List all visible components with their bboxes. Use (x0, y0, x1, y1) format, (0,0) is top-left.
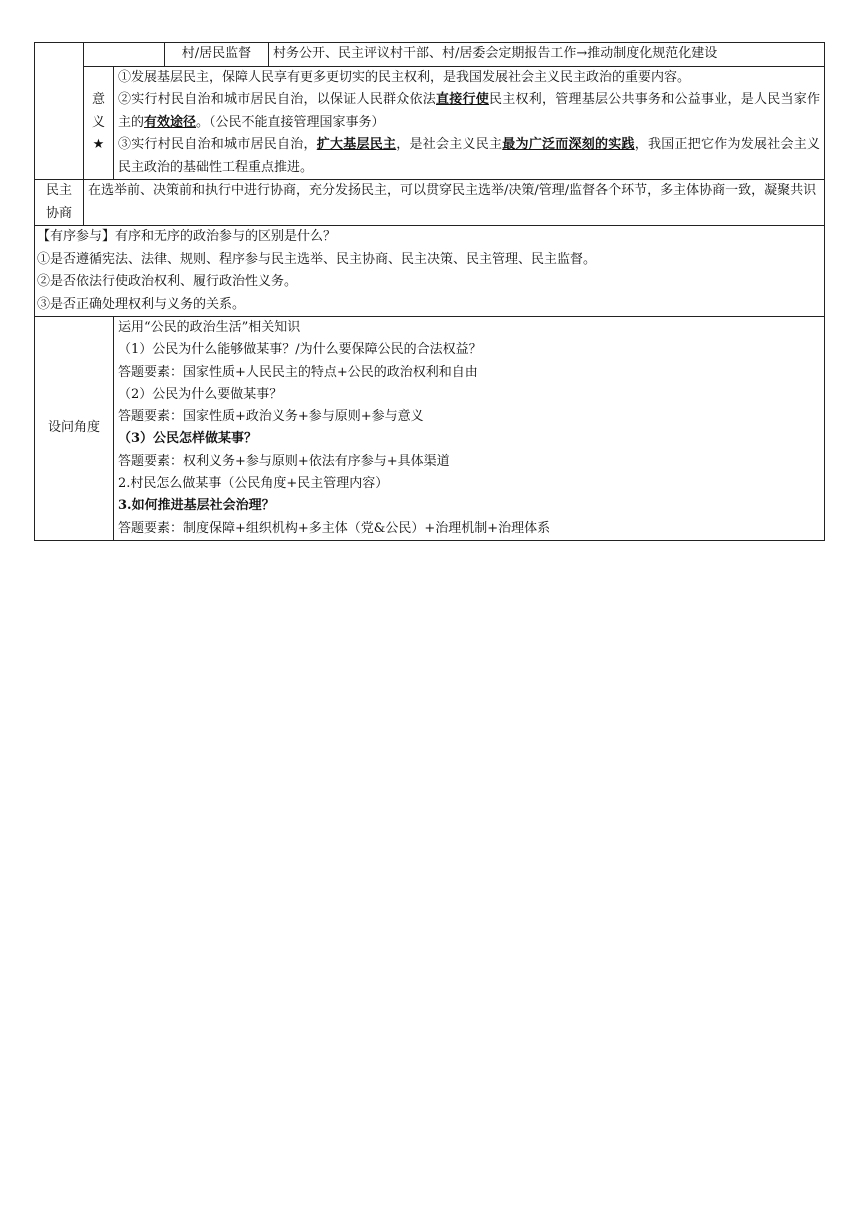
table-row-significance (35, 66, 825, 180)
question-angles-label: 设问角度 (35, 317, 114, 541)
table-row-question-angles (35, 317, 825, 541)
supervision-label: 村/居民监督 (165, 43, 269, 67)
consultation-content: 在选举前、决策前和执行中进行协商，充分发扬民主，可以贯穿民主选举/决策/管理/监督各个环节，多主体协商一致，凝聚共识 (84, 180, 825, 226)
table-row-supervision (35, 43, 825, 67)
significance-label (84, 66, 114, 180)
consultation-label (35, 180, 84, 226)
table-row-orderly-participation (35, 226, 825, 317)
item3-emphasis-expand: 扩大基层民主 (316, 137, 397, 152)
item3-text-e: ，我国正把它作为发展社会主义民主政治的基础性工程重点推进。 (118, 137, 820, 175)
notes-table (34, 42, 825, 541)
consultation-label-line-1: 民主 (45, 183, 72, 198)
question-angle-line: 2.村民怎么做某事（公民角度+民主管理内容） (118, 476, 389, 492)
question-angle-line: （1）公民为什么能够做某事？/为什么要保障公民的合法权益？ (118, 342, 482, 358)
supervision-content: 村务公开、民主评议村干部、村/居委会定期报告工作→推动制度化规范化建设 (269, 43, 825, 67)
item2-text-e: 。（公民不能直接管理国家事务） (196, 114, 385, 130)
item2-text-c: 民主权利，管理基层公共事务和公益事业，是人民当家作主的 (118, 92, 820, 130)
document-page (34, 42, 824, 541)
significance-item-3 (118, 134, 820, 179)
significance-item-2 (118, 89, 820, 134)
orderly-participation-content (35, 226, 825, 317)
question-angle-line: 答题要素：制度保障+组织机构+多主体（党&公民）+治理机制+治理体系 (118, 520, 551, 536)
significance-item-1: ①发展基层民主，保障人民享有更多更切实的民主权利，是我国发展社会主义民主政治的重要内容。 (118, 69, 691, 85)
item2-text-a: ②实行村民自治和城市居民自治，以保证人民群众依法 (118, 92, 436, 107)
question-angle-line: 3.如何推进基层社会治理？ (118, 498, 275, 514)
question-angle-line: （2）公民为什么要做某事？ (118, 386, 283, 402)
item3-text-c: ，是社会主义民主 (396, 137, 503, 152)
question-angle-line: 答题要素：权利义务+参与原则+依法有序参与+具体渠道 (118, 453, 450, 469)
question-angle-line: 答题要素：国家性质+人民民主的特点+公民的政治权利和自由 (118, 364, 478, 380)
star-icon: ★ (92, 137, 105, 152)
item2-emphasis-effective: 有效途径 (144, 114, 197, 130)
table-row-consultation (35, 180, 825, 226)
significance-label-char-1: 意 (91, 92, 105, 107)
blank-cell (84, 43, 165, 67)
question-angle-line: （3）公民怎样做某事？ (118, 431, 258, 447)
blank-section-cell (35, 43, 84, 180)
orderly-participation-title: 【有序参与】有序和无序的政治参与的区别是什么？ (37, 229, 337, 244)
question-angle-line: 运用“公民的政治生活”相关知识 (118, 320, 301, 335)
significance-content (114, 66, 825, 180)
orderly-participation-point-1: ①是否遵循宪法、法律、规则、程序参与民主选举、民主协商、民主决策、民主管理、民主监督。 (37, 251, 597, 267)
consultation-label-line-2: 协商 (45, 205, 72, 221)
question-angles-content (114, 317, 825, 541)
item3-text-a: ③实行村民自治和城市居民自治， (118, 137, 317, 152)
orderly-participation-point-2: ②是否依法行使政治权利、履行政治性义务。 (37, 274, 298, 289)
item2-emphasis-direct: 直接行使 (435, 92, 489, 107)
item3-emphasis-practice: 最为广泛而深刻的实践 (502, 137, 635, 152)
significance-label-char-2: 义 (91, 114, 105, 130)
question-angle-line: 答题要素：国家性质+政治义务+参与原则+参与意义 (118, 409, 424, 425)
orderly-participation-point-3: ③是否正确处理权利与义务的关系。 (37, 296, 246, 312)
